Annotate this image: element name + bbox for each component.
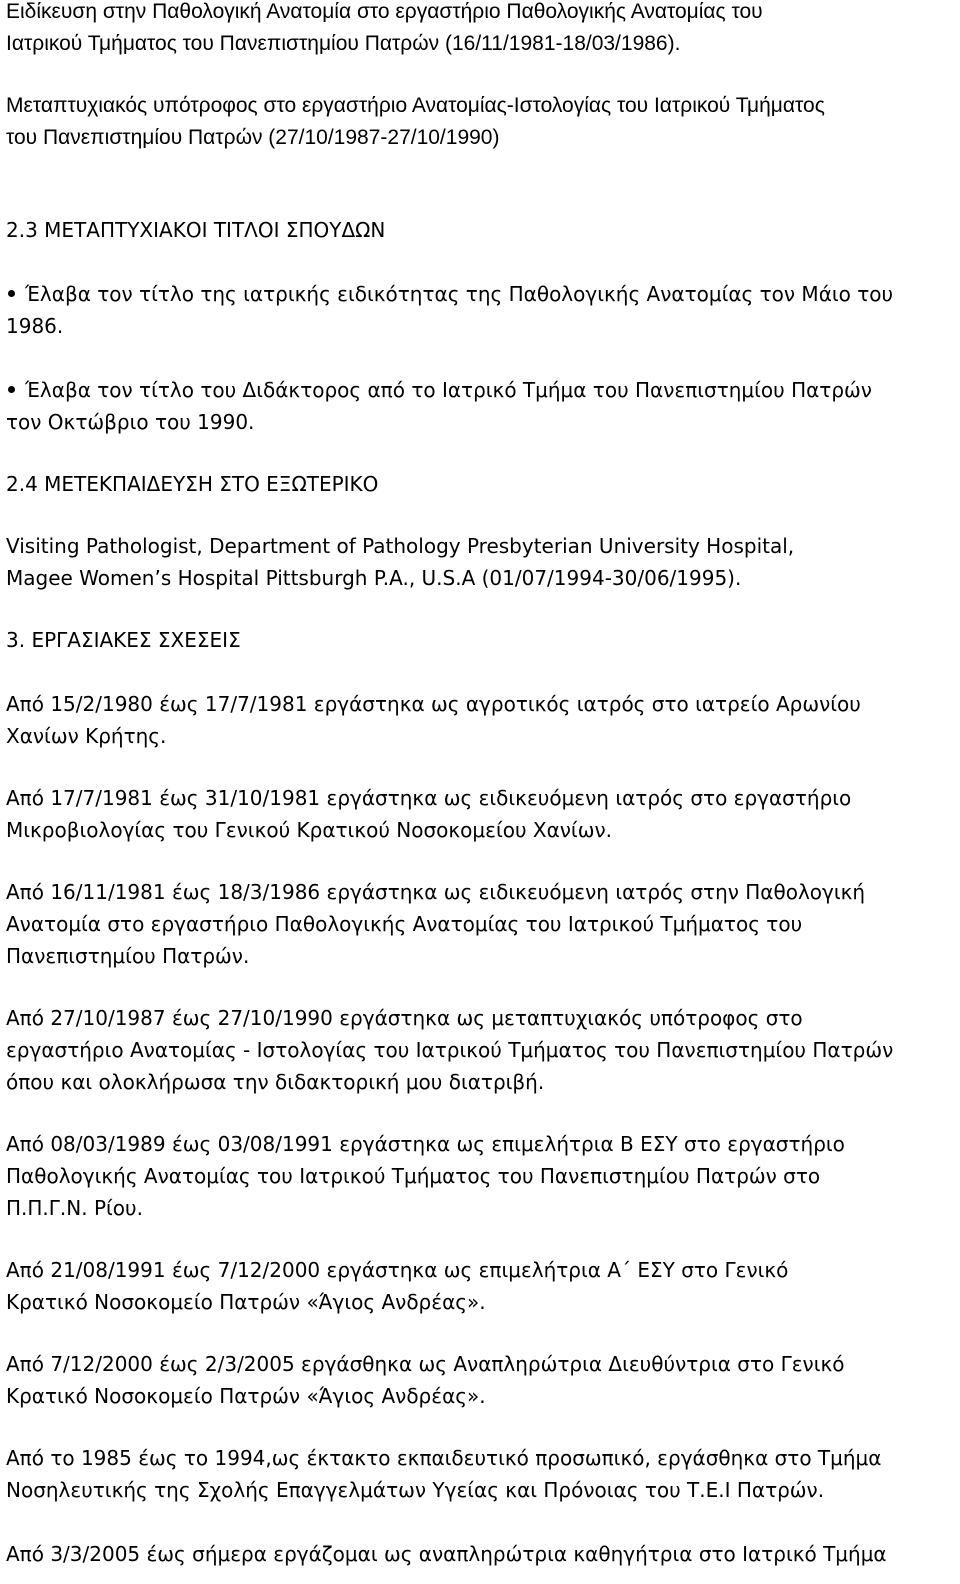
work-entry-4-line-2: εργαστήριο Ανατομίας - Ιστολογίας του Ιατρικού Τμήματος του Πανεπιστημίου Πατρών bbox=[6, 1038, 894, 1062]
work-entry-6-line-2: Κρατικό Νοσοκομείο Πατρών «Άγιος Ανδρέας». bbox=[6, 1290, 486, 1314]
work-entry-5-line-2: Παθολογικής Ανατομίας του Ιατρικού Τμήματος του Πανεπιστημίου Πατρών στο bbox=[6, 1164, 821, 1188]
bullet-icon bbox=[8, 290, 15, 297]
work-entry-6-line-1: Από 21/08/1991 έως 7/12/2000 εργάστηκα ως επιμελήτρια Α΄ ΕΣΥ στο Γενικό bbox=[6, 1258, 789, 1282]
work-entry-4-line-1: Από 27/10/1987 έως 27/10/1990 εργάστηκα ως μεταπτυχιακός υπότροφος στο bbox=[6, 1006, 803, 1030]
title-item-1-line-2: 1986. bbox=[6, 314, 64, 338]
scholar-line-1: Μεταπτυχιακός υπότροφος στο εργαστήριο Ανατομίας-Ιστολογίας του Ιατρικού Τμήματος bbox=[6, 94, 825, 117]
scholar-line-2: του Πανεπιστημίου Πατρών (27/10/1987-27/10/1990) bbox=[6, 126, 500, 149]
work-entry-1-line-2: Χανίων Κρήτης. bbox=[6, 724, 167, 748]
work-entry-2-line-2: Μικροβιολογίας του Γενικού Κρατικού Νοσοκομείου Χανίων. bbox=[6, 818, 612, 842]
section-heading-work-experience: 3. ΕΡΓΑΣΙΑΚΕΣ ΣΧΕΣΕΙΣ bbox=[6, 628, 241, 652]
section-heading-training-abroad: 2.4 ΜΕΤΕΚΠΑΙΔΕΥΣΗ ΣΤΟ ΕΞΩΤΕΡΙΚΟ bbox=[6, 472, 379, 496]
work-entry-7-line-1: Από 7/12/2000 έως 2/3/2005 εργάσθηκα ως Αναπληρώτρια Διευθύντρια στο Γενικό bbox=[6, 1352, 845, 1376]
section-heading-postgraduate-titles: 2.3 ΜΕΤΑΠΤΥΧΙΑΚΟΙ ΤΙΤΛΟΙ ΣΠΟΥΔΩΝ bbox=[6, 218, 386, 242]
abroad-line-2: Magee Women’s Hospital Pittsburgh P.A., U.S.A (01/07/1994-30/06/1995). bbox=[6, 566, 742, 590]
work-entry-9-line-1: Από 3/3/2005 έως σήμερα εργάζομαι ως αναπληρώτρια καθηγήτρια στο Ιατρικό Τμήμα bbox=[6, 1542, 887, 1566]
residency-line-2: Ιατρικού Τμήματος του Πανεπιστημίου Πατρών (16/11/1981-18/03/1986). bbox=[6, 32, 681, 55]
title-item-2-line-1: Έλαβα τον τίτλο του Διδάκτορος από το Ιατρικό Τμήμα του Πανεπιστημίου Πατρών bbox=[6, 376, 872, 404]
work-entry-3-line-3: Πανεπιστημίου Πατρών. bbox=[6, 944, 250, 968]
title-item-1-line-1: Έλαβα τον τίτλο της ιατρικής ειδικότητας της Παθολογικής Ανατομίας τον Μάιο του bbox=[6, 280, 893, 308]
work-entry-3-line-1: Από 16/11/1981 έως 18/3/1986 εργάστηκα ως ειδικευόμενη ιατρός στην Παθολογική bbox=[6, 880, 866, 904]
work-entry-5-line-3: Π.Π.Γ.Ν. Ρίου. bbox=[6, 1196, 143, 1220]
work-entry-3-line-2: Ανατομία στο εργαστήριο Παθολογικής Ανατομίας του Ιατρικού Τμήματος του bbox=[6, 912, 803, 936]
residency-line-1: Ειδίκευση στην Παθολογική Ανατομία στο εργαστήριο Παθολογικής Ανατομίας του bbox=[6, 0, 763, 23]
work-entry-4-line-3: όπου και ολοκλήρωσα την διδακτορική μου διατριβή. bbox=[6, 1070, 545, 1094]
title-item-2-line-2: τον Οκτώβριο του 1990. bbox=[6, 410, 255, 434]
work-entry-1-line-1: Από 15/2/1980 έως 17/7/1981 εργάστηκα ως αγροτικός ιατρός στο ιατρείο Αρωνίου bbox=[6, 692, 861, 716]
bullet-icon bbox=[8, 386, 15, 393]
work-entry-2-line-1: Από 17/7/1981 έως 31/10/1981 εργάστηκα ως ειδικευόμενη ιατρός στο εργαστήριο bbox=[6, 786, 852, 810]
work-entry-8-line-1: Από το 1985 έως το 1994,ως έκτακτο εκπαιδευτικό προσωπικό, εργάσθηκα στο Τμήμα bbox=[6, 1446, 882, 1470]
work-entry-5-line-1: Από 08/03/1989 έως 03/08/1991 εργάστηκα ως επιμελήτρια Β ΕΣΥ στο εργαστήριο bbox=[6, 1132, 845, 1156]
abroad-line-1: Visiting Pathologist, Department of Pathology Presbyterian University Hospital, bbox=[6, 534, 795, 558]
work-entry-7-line-2: Κρατικό Νοσοκομείο Πατρών «Άγιος Ανδρέας». bbox=[6, 1384, 486, 1408]
work-entry-8-line-2: Νοσηλευτικής της Σχολής Επαγγελμάτων Υγείας και Πρόνοιας του Τ.Ε.Ι Πατρών. bbox=[6, 1478, 825, 1502]
